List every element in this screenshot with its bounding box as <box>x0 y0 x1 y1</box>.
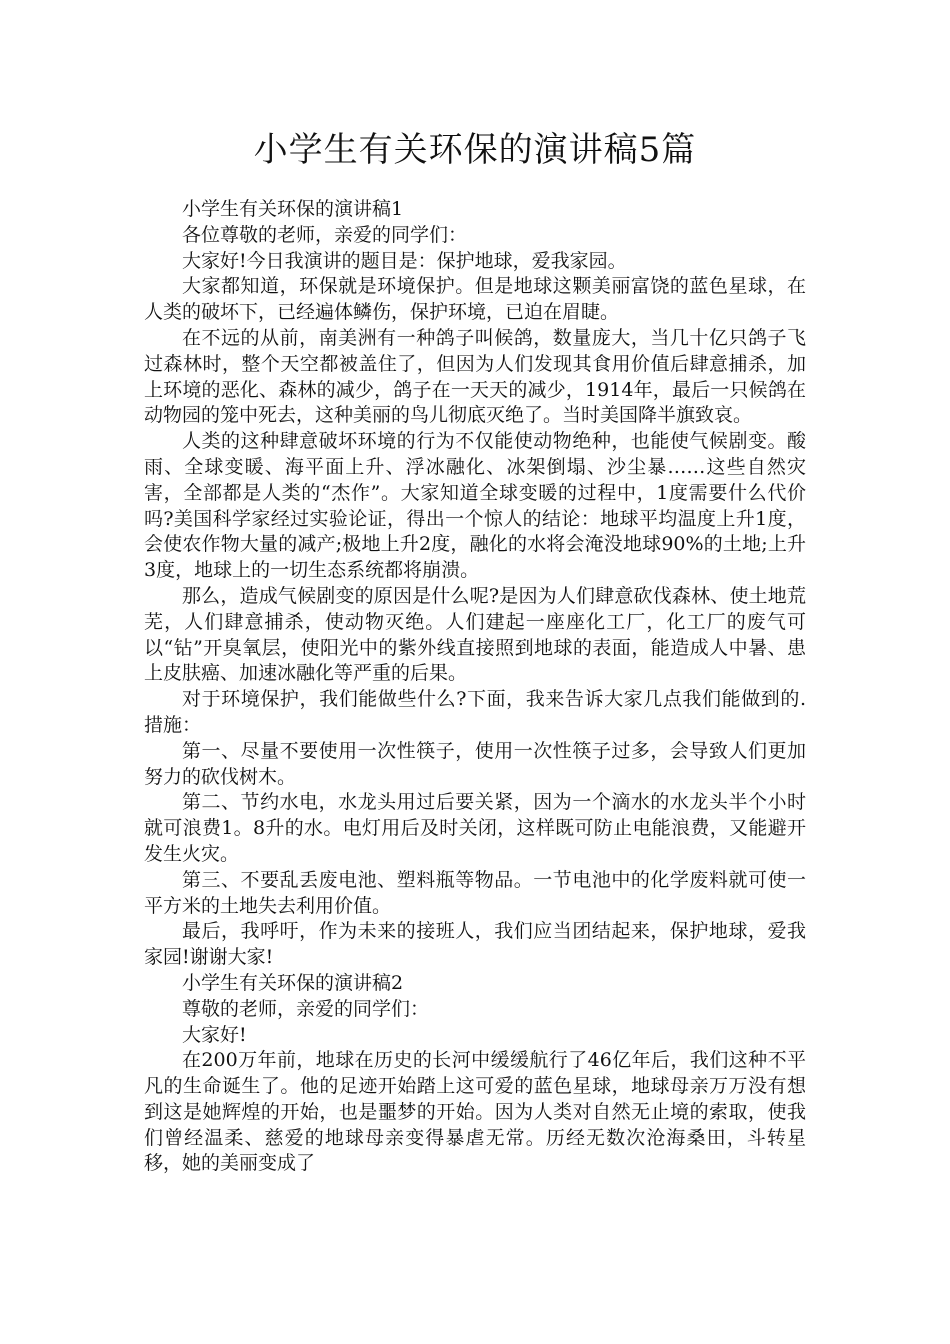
section-heading: 小学生有关环保的演讲稿2 <box>182 971 404 994</box>
greeting-paragraph: 大家好! <box>182 1023 247 1046</box>
body-paragraph: 大家都知道，环保就是环境保护。但是地球这颗美丽富饶的蓝色星球，在人类的破坏下，已经遍体鳞伤，保护环境，已迫在眉睫。 <box>144 275 806 324</box>
body-paragraph: 对于环境保护，我们能做些什么?下面，我来告诉大家几点我们能做到的.措施： <box>144 688 806 736</box>
body-paragraph: 第二、节约水电，水龙头用过后要关紧，因为一个滴水的水龙头半个小时就可浪费1。8升的水。电灯用后及时关闭，这样既可防止电能浪费，又能避开发生火灾。 <box>144 791 806 865</box>
salutation: 各位尊敬的老师，亲爱的同学们： <box>182 223 468 246</box>
body-paragraph: 在200万年前，地球在历史的长河中缓缓航行了46亿年后，我们这种不平凡的生命诞生了。他的足迹开始踏上这可爱的蓝色星球，地球母亲万万没有想到这是她辉煌的开始，也是噩梦的开始。因为人类对自然无止境的索取，使我们曾经温柔、慈爱的地球母亲变得暴虐无常。历经无数次沧海桑田，斗转星移，她的美丽变成了 <box>144 1049 806 1175</box>
greeting-paragraph: 大家好!今日我演讲的题目是：保护地球，爱我家园。 <box>182 249 627 272</box>
document-body <box>144 197 806 1177</box>
body-paragraph: 那么，造成气候剧变的原因是什么呢?是因为人们肆意砍伐森林、使土地荒芜，人们肆意捕杀，使动物灭绝。人们建起一座座化工厂，化工厂的废气可以“钻”开臭氧层，使阳光中的紫外线直接照到地球的表面，能造成人中暑、患上皮肤癌、加速冰融化等严重的后果。 <box>144 584 806 685</box>
body-paragraph: 在不远的从前，南美洲有一种鸽子叫候鸽，数量庞大，当几十亿只鸽子飞过森林时，整个天空都被盖住了，但因为人们发现其食用价值后肆意捕杀，加上环境的恶化、森林的减少，鸽子在一天天的减少，1914年，最后一只候鸽在动物园的笼中死去，这种美丽的鸟儿彻底灭绝了。当时美国降半旗致哀。 <box>144 326 806 427</box>
salutation: 尊敬的老师，亲爱的同学们： <box>182 997 430 1020</box>
body-paragraph: 第三、不要乱丢废电池、塑料瓶等物品。一节电池中的化学废料就可使一平方米的土地失去利用价值。 <box>144 868 806 917</box>
document-title: 小学生有关环保的演讲稿5篇 <box>253 130 697 170</box>
section-heading: 小学生有关环保的演讲稿1 <box>182 198 404 220</box>
body-paragraph: 最后，我呼吁，作为未来的接班人，我们应当团结起来，保护地球，爱我家园!谢谢大家! <box>144 920 806 969</box>
body-paragraph: 人类的这种肆意破坏环境的行为不仅能使动物绝种，也能使气候剧变。酸雨、全球变暖、海平面上升、浮冰融化、冰架倒塌、沙尘暴……这些自然灾害，全部都是人类的“杰作”。大家知道全球变暖的过程中，1度需要什么代价吗?美国科学家经过实验论证，得出一个惊人的结论：地球平均温度上升1度，会使农作物大量的减产;极地上升2度，融化的水将会淹没地球90%的土地;上升3度，地球上的一切生态系统都将崩溃。 <box>144 430 806 582</box>
body-paragraph: 第一、尽量不要使用一次性筷子，使用一次性筷子过多，会导致人们更加努力的砍伐树木。 <box>144 739 806 788</box>
